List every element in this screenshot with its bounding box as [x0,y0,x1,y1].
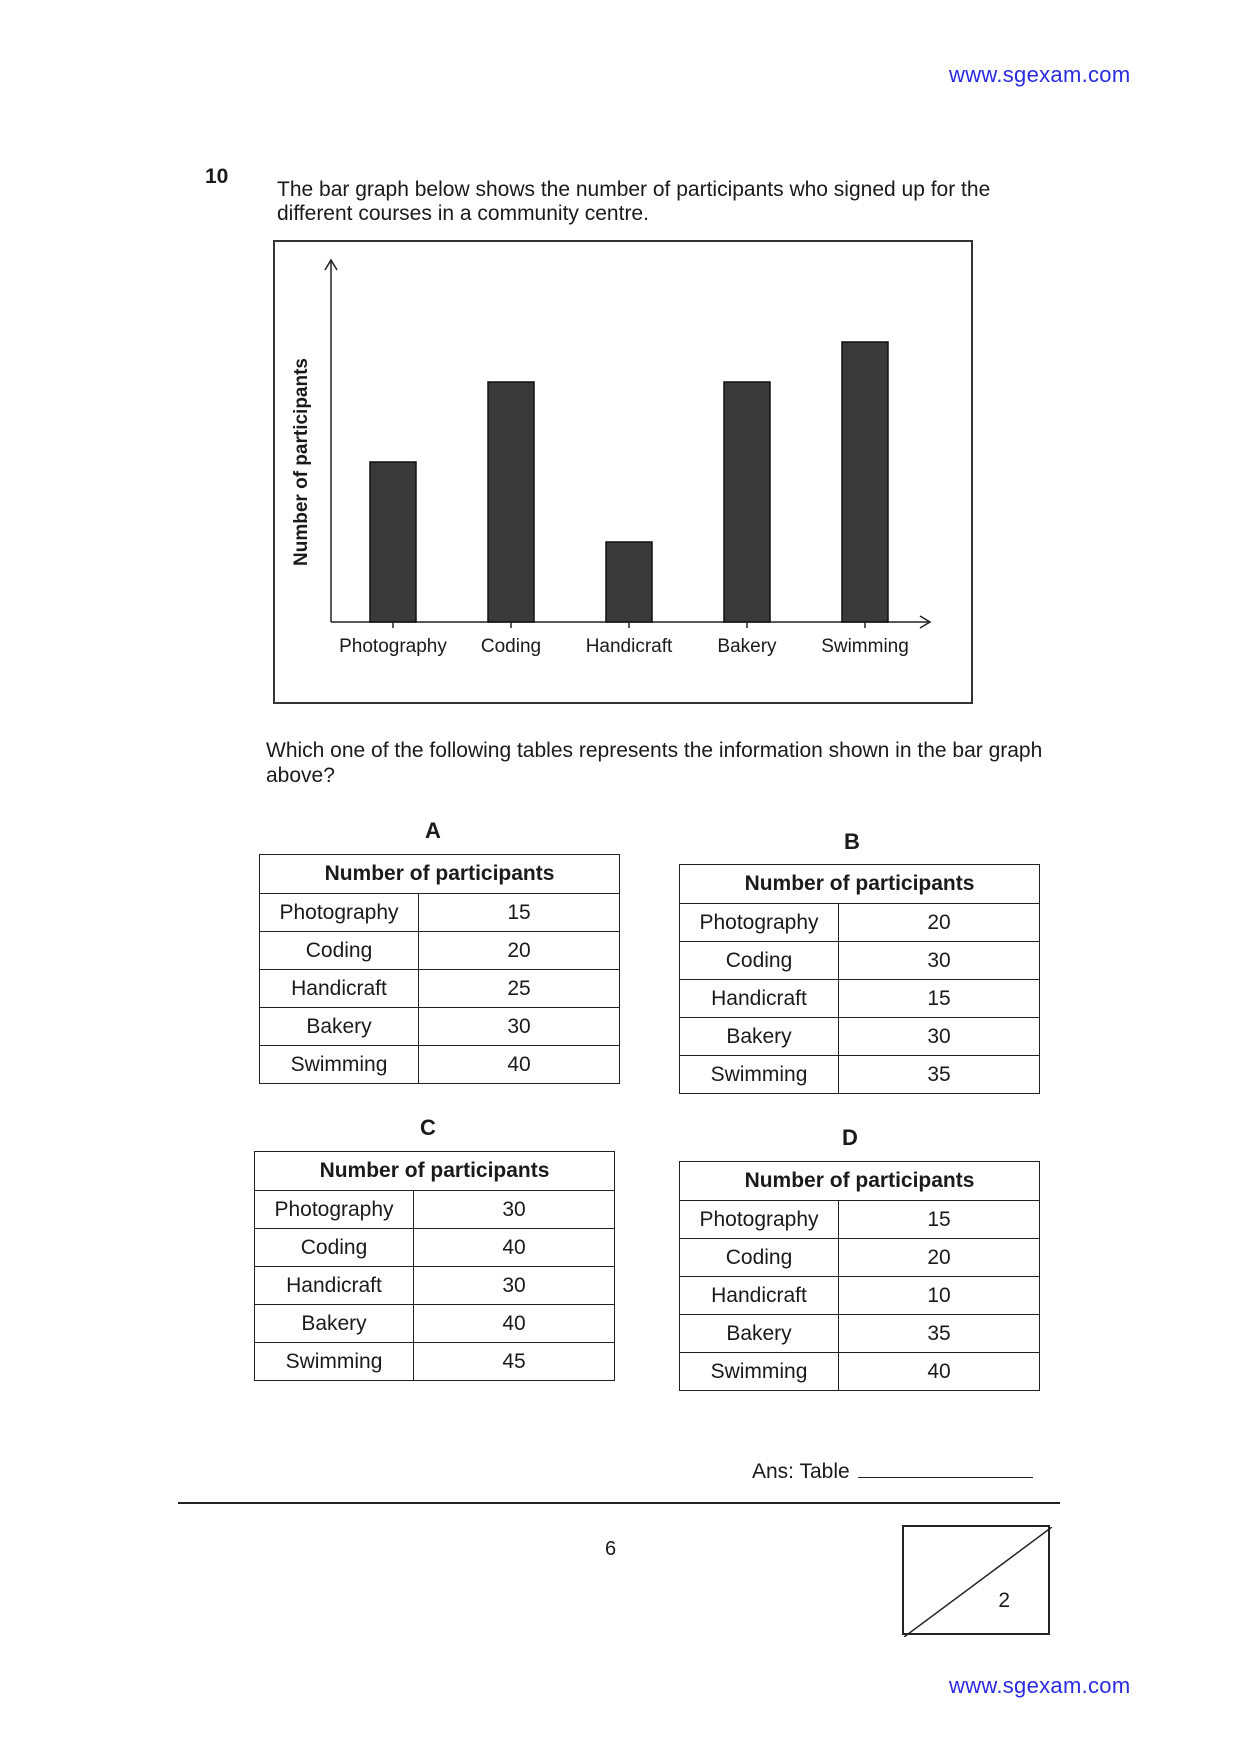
participant-count: 20 [419,932,620,970]
course-name: Coding [680,1239,839,1277]
table-d [679,1161,1040,1391]
table-letter-a: A [425,818,441,843]
x-tick-label: Swimming [821,636,909,657]
site-link-bottom[interactable]: www.sgexam.com [949,1673,1131,1698]
table-row [680,1201,1040,1239]
table-row [260,1008,620,1046]
course-name: Photography [255,1191,414,1229]
table-row [680,1018,1040,1056]
participant-count: 10 [839,1277,1040,1315]
participant-count: 40 [839,1353,1040,1391]
participant-count: 20 [839,1239,1040,1277]
course-name: Bakery [260,1008,419,1046]
table-row [680,1056,1040,1094]
course-name: Coding [255,1229,414,1267]
page-number: 6 [605,1538,617,1560]
participant-count: 15 [419,894,620,932]
table-row [680,1315,1040,1353]
table-row [260,970,620,1008]
course-name: Coding [260,932,419,970]
question-number: 10 [205,165,229,188]
question-text: The bar graph below shows the number of participants who signed up for the different courses in a community centre. [277,178,991,225]
table-row [680,942,1040,980]
table-row [255,1343,615,1381]
participant-count: 30 [414,1191,615,1229]
table-row [255,1305,615,1343]
table-c [254,1151,615,1381]
participant-count: 15 [839,980,1040,1018]
course-name: Coding [680,942,839,980]
x-tick-label: Bakery [717,636,777,657]
course-name: Bakery [680,1315,839,1353]
course-name: Photography [260,894,419,932]
course-name: Handicraft [260,970,419,1008]
table-letter-b: B [844,829,860,854]
table-row [680,1353,1040,1391]
participant-count: 30 [419,1008,620,1046]
participant-count: 45 [414,1343,615,1381]
page-divider [178,1502,1060,1504]
x-tick-label: Handicraft [585,636,673,657]
table-row [680,1277,1040,1315]
bar-coding [488,382,534,622]
course-name: Swimming [680,1353,839,1391]
answer-label: Ans: Table [752,1460,850,1483]
table-row [680,980,1040,1018]
course-name: Photography [680,1201,839,1239]
course-name: Swimming [680,1056,839,1094]
course-name: Bakery [255,1305,414,1343]
table-row [260,1046,620,1084]
site-link-top[interactable]: www.sgexam.com [949,62,1131,87]
bar-chart [275,242,975,706]
course-name: Handicraft [255,1267,414,1305]
table-letter-d: D [842,1125,858,1150]
table-row [260,932,620,970]
participant-count: 40 [414,1305,615,1343]
participant-count: 40 [414,1229,615,1267]
participant-count: 15 [839,1201,1040,1239]
x-tick-label: Coding [480,636,542,657]
course-name: Swimming [260,1046,419,1084]
bar-chart-frame [273,240,973,704]
table-row [255,1191,615,1229]
course-name: Handicraft [680,1277,839,1315]
table-row [680,1239,1040,1277]
marks-box [902,1525,1050,1635]
course-name: Photography [680,904,839,942]
course-name: Swimming [255,1343,414,1381]
bar-bakery [724,382,770,622]
participant-count: 30 [414,1267,615,1305]
sub-question-text: Which one of the following tables represents the information shown in the bar graph above? [266,739,1043,787]
participant-count: 40 [419,1046,620,1084]
course-name: Bakery [680,1018,839,1056]
table-a [259,854,620,1084]
table-row [255,1229,615,1267]
participant-count: 20 [839,904,1040,942]
y-axis-label: Number of participants [291,358,312,566]
participant-count: 35 [839,1315,1040,1353]
answer-blank[interactable] [858,1459,1033,1478]
participant-count: 35 [839,1056,1040,1094]
answer-line [752,1459,1033,1484]
table-header: Number of participants [680,865,1040,904]
table-row [680,904,1040,942]
participant-count: 25 [419,970,620,1008]
table-row [260,894,620,932]
bar-photography [370,462,416,622]
bar-swimming [842,342,888,622]
participant-count: 30 [839,1018,1040,1056]
table-header: Number of participants [260,855,620,894]
table-letter-c: C [420,1115,436,1140]
table-header: Number of participants [255,1152,615,1191]
marks-value: 2 [998,1589,1010,1612]
participant-count: 30 [839,942,1040,980]
bar-handicraft [606,542,652,622]
table-header: Number of participants [680,1162,1040,1201]
table-b [679,864,1040,1094]
x-tick-label: Photography [339,636,447,657]
course-name: Handicraft [680,980,839,1018]
table-row [255,1267,615,1305]
marks-diagonal [904,1527,1052,1637]
